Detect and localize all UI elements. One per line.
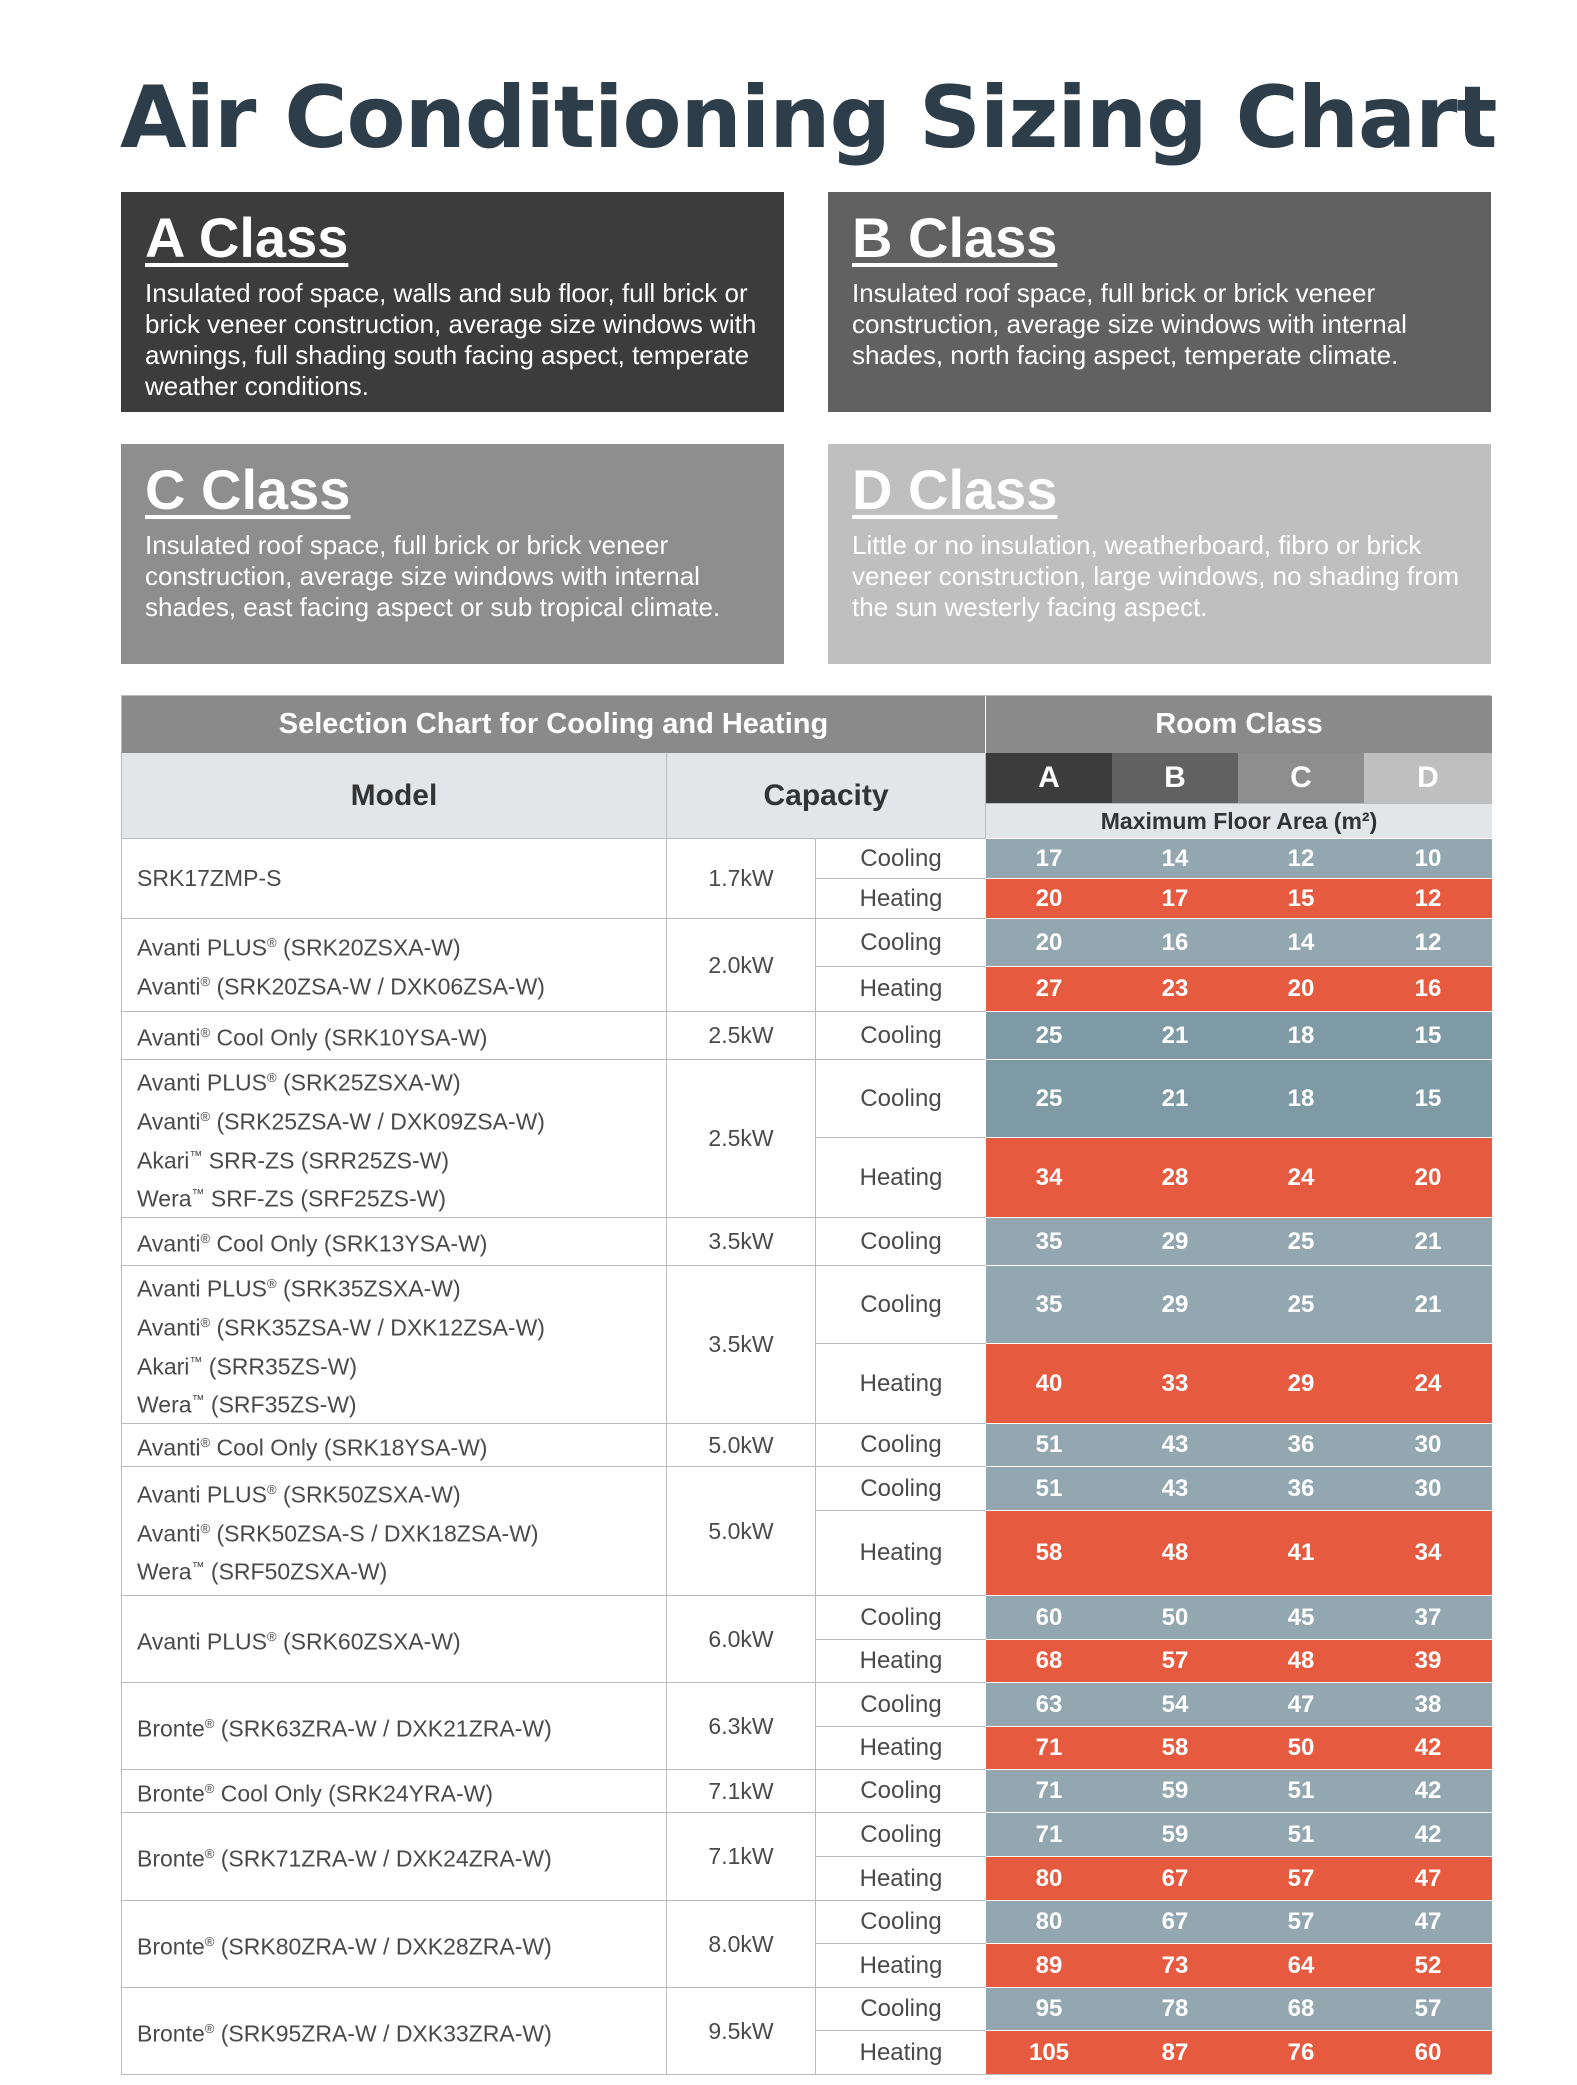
value-cell-d: 38: [1364, 1682, 1492, 1726]
value-cell-a: 80: [986, 1900, 1112, 1943]
value-cell-c: 18: [1238, 1059, 1364, 1137]
value-cell-d: 16: [1364, 966, 1492, 1011]
value-cell-c: 51: [1238, 1769, 1364, 1812]
capacity-cell: 5.0kW: [667, 1423, 816, 1466]
model-cell: [122, 1265, 667, 1423]
mode-cell: Cooling: [816, 1265, 986, 1343]
class-letter-c: C: [1238, 753, 1364, 803]
value-cell-b: 21: [1112, 1059, 1238, 1137]
value-cell-b: 50: [1112, 1595, 1238, 1639]
model-cell: [122, 1900, 667, 1987]
value-cell-d: 15: [1364, 1059, 1492, 1137]
value-cell-b: 21: [1112, 1011, 1238, 1059]
value-cell-a: 51: [986, 1423, 1112, 1466]
value-cell-d: 42: [1364, 1769, 1492, 1812]
model-name: Bronte® (SRK71ZRA-W / DXK24ZRA-W): [137, 1845, 552, 1872]
class-c-description: Insulated roof space, full brick or brick veneer construction, average size windows with internal shades, east facing aspect or sub tropical climate.: [145, 530, 721, 622]
model-name: Akari™ (SRR35ZS-W): [137, 1353, 358, 1380]
model-cell: [122, 838, 667, 918]
value-cell-b: 28: [1112, 1137, 1238, 1217]
class-c-title: C Class: [145, 458, 351, 521]
value-cell-b: 14: [1112, 838, 1238, 878]
value-cell-b: 29: [1112, 1217, 1238, 1265]
value-cell-b: 17: [1112, 878, 1238, 918]
mode-cell: Cooling: [816, 1900, 986, 1943]
value-cell-a: 17: [986, 838, 1112, 878]
capacity-cell: 6.3kW: [667, 1682, 816, 1769]
model-cell: [122, 1011, 667, 1059]
mode-cell: Cooling: [816, 1466, 986, 1510]
value-cell-c: 25: [1238, 1265, 1364, 1343]
model-name: Avanti® Cool Only (SRK18YSA-W): [137, 1434, 488, 1461]
value-cell-c: 25: [1238, 1217, 1364, 1265]
mode-cell: Heating: [816, 2030, 986, 2074]
value-cell-c: 57: [1238, 1900, 1364, 1943]
value-cell-b: 43: [1112, 1466, 1238, 1510]
selection-chart-table: [121, 695, 1491, 2075]
value-cell-c: 41: [1238, 1510, 1364, 1595]
value-cell-d: 47: [1364, 1900, 1492, 1943]
capacity-cell: 7.1kW: [667, 1812, 816, 1900]
value-cell-a: 71: [986, 1769, 1112, 1812]
model-cell: [122, 1769, 667, 1812]
value-cell-b: 57: [1112, 1639, 1238, 1682]
model-cell: [122, 1423, 667, 1466]
value-cell-d: 47: [1364, 1856, 1492, 1900]
value-cell-c: 45: [1238, 1595, 1364, 1639]
mode-cell: Heating: [816, 1856, 986, 1900]
value-cell-d: 20: [1364, 1137, 1492, 1217]
value-cell-c: 14: [1238, 918, 1364, 966]
value-cell-b: 59: [1112, 1769, 1238, 1812]
mode-cell: Cooling: [816, 1812, 986, 1856]
page-title: Air Conditioning Sizing Chart: [120, 68, 1497, 168]
model-name: Avanti® (SRK35ZSA-W / DXK12ZSA-W): [137, 1314, 545, 1341]
value-cell-a: 40: [986, 1343, 1112, 1423]
capacity-cell: 8.0kW: [667, 1900, 816, 1987]
value-cell-b: 58: [1112, 1726, 1238, 1769]
model-name: Avanti PLUS® (SRK20ZSXA-W): [137, 935, 461, 961]
model-cell: [122, 1059, 667, 1217]
capacity-cell: 3.5kW: [667, 1217, 816, 1265]
model-name: Avanti PLUS® (SRK60ZSXA-W): [137, 1628, 461, 1655]
capacity-cell: 9.5kW: [667, 1987, 816, 2074]
value-cell-c: 12: [1238, 838, 1364, 878]
value-cell-b: 43: [1112, 1423, 1238, 1466]
value-cell-d: 37: [1364, 1595, 1492, 1639]
value-cell-c: 47: [1238, 1682, 1364, 1726]
value-cell-a: 35: [986, 1217, 1112, 1265]
model-cell: [122, 1812, 667, 1900]
value-cell-b: 59: [1112, 1812, 1238, 1856]
value-cell-b: 29: [1112, 1265, 1238, 1343]
model-name: Avanti PLUS® (SRK35ZSXA-W): [137, 1275, 461, 1302]
class-a-box: [121, 192, 784, 412]
value-cell-c: 57: [1238, 1856, 1364, 1900]
value-cell-c: 15: [1238, 878, 1364, 918]
class-letter-d: D: [1364, 753, 1492, 803]
class-letter-a: A: [986, 753, 1112, 803]
value-cell-c: 18: [1238, 1011, 1364, 1059]
class-letter-b: B: [1112, 753, 1238, 803]
value-cell-c: 36: [1238, 1466, 1364, 1510]
model-cell: [122, 1682, 667, 1769]
value-cell-a: 20: [986, 918, 1112, 966]
value-cell-d: 15: [1364, 1011, 1492, 1059]
room-class-heading: Room Class: [986, 696, 1492, 753]
model-cell: [122, 1466, 667, 1595]
mode-cell: Cooling: [816, 1011, 986, 1059]
selection-chart-heading: Selection Chart for Cooling and Heating: [122, 696, 986, 753]
mode-cell: Heating: [816, 1343, 986, 1423]
value-cell-a: 95: [986, 1987, 1112, 2030]
value-cell-b: 78: [1112, 1987, 1238, 2030]
value-cell-c: 20: [1238, 966, 1364, 1011]
class-c-box: [121, 444, 784, 664]
class-d-description: Little or no insulation, weatherboard, fibro or brick veneer construction, large windows, no shading from the sun westerly facing aspect.: [852, 530, 1459, 622]
model-name: Avanti® (SRK25ZSA-W / DXK09ZSA-W): [137, 1108, 545, 1135]
capacity-cell: 7.1kW: [667, 1769, 816, 1812]
value-cell-b: 33: [1112, 1343, 1238, 1423]
value-cell-b: 16: [1112, 918, 1238, 966]
value-cell-a: 51: [986, 1466, 1112, 1510]
max-floor-area-header: Maximum Floor Area (m²): [986, 803, 1492, 838]
value-cell-a: 34: [986, 1137, 1112, 1217]
mode-cell: Cooling: [816, 1423, 986, 1466]
model-name: Wera™ SRF-ZS (SRF25ZS-W): [137, 1185, 447, 1212]
mode-cell: Heating: [816, 1943, 986, 1987]
class-d-box: [828, 444, 1491, 664]
value-cell-d: 57: [1364, 1987, 1492, 2030]
value-cell-b: 73: [1112, 1943, 1238, 1987]
model-name: Bronte® (SRK80ZRA-W / DXK28ZRA-W): [137, 1933, 552, 1960]
class-a-description: Insulated roof space, walls and sub floor, full brick or brick veneer construction, average size windows with awnings, full shading south facing aspect, temperate weather conditions.: [145, 278, 757, 401]
value-cell-a: 25: [986, 1059, 1112, 1137]
capacity-cell: 2.5kW: [667, 1011, 816, 1059]
value-cell-d: 52: [1364, 1943, 1492, 1987]
capacity-cell: 6.0kW: [667, 1595, 816, 1682]
value-cell-b: 67: [1112, 1856, 1238, 1900]
value-cell-d: 39: [1364, 1639, 1492, 1682]
model-name: Avanti® (SRK50ZSA-S / DXK18ZSA-W): [137, 1520, 539, 1547]
value-cell-c: 76: [1238, 2030, 1364, 2074]
class-d-title: D Class: [852, 458, 1058, 521]
model-name: Avanti PLUS® (SRK50ZSXA-W): [137, 1481, 461, 1508]
capacity-cell: 3.5kW: [667, 1265, 816, 1423]
model-name: Bronte® Cool Only (SRK24YRA-W): [137, 1780, 493, 1807]
mode-cell: Cooling: [816, 1987, 986, 2030]
value-cell-d: 21: [1364, 1217, 1492, 1265]
mode-cell: Heating: [816, 878, 986, 918]
value-cell-c: 48: [1238, 1639, 1364, 1682]
mode-cell: Heating: [816, 1510, 986, 1595]
model-name: Akari™ SRR-ZS (SRR25ZS-W): [137, 1147, 450, 1174]
value-cell-b: 48: [1112, 1510, 1238, 1595]
value-cell-a: 20: [986, 878, 1112, 918]
mode-cell: Heating: [816, 1137, 986, 1217]
value-cell-b: 54: [1112, 1682, 1238, 1726]
value-cell-b: 67: [1112, 1900, 1238, 1943]
model-name: Avanti® (SRK20ZSA-W / DXK06ZSA-W): [137, 973, 545, 1000]
class-b-title: B Class: [852, 206, 1058, 269]
class-b-box: [828, 192, 1491, 412]
value-cell-c: 68: [1238, 1987, 1364, 2030]
value-cell-c: 24: [1238, 1137, 1364, 1217]
mode-cell: Cooling: [816, 1217, 986, 1265]
value-cell-d: 21: [1364, 1265, 1492, 1343]
model-name: Avanti® Cool Only (SRK10YSA-W): [137, 1024, 488, 1051]
value-cell-b: 87: [1112, 2030, 1238, 2074]
capacity-cell: 5.0kW: [667, 1466, 816, 1595]
value-cell-d: 60: [1364, 2030, 1492, 2074]
model-name: Wera™ (SRF35ZS-W): [137, 1391, 357, 1418]
value-cell-b: 23: [1112, 966, 1238, 1011]
value-cell-d: 24: [1364, 1343, 1492, 1423]
class-a-title: A Class: [145, 206, 349, 269]
value-cell-a: 35: [986, 1265, 1112, 1343]
model-cell: [122, 1595, 667, 1682]
value-cell-c: 50: [1238, 1726, 1364, 1769]
value-cell-a: 71: [986, 1726, 1112, 1769]
value-cell-c: 29: [1238, 1343, 1364, 1423]
value-cell-a: 63: [986, 1682, 1112, 1726]
value-cell-a: 68: [986, 1639, 1112, 1682]
capacity-column-header: Capacity: [667, 753, 986, 838]
model-name: Bronte® (SRK95ZRA-W / DXK33ZRA-W): [137, 2020, 552, 2047]
model-cell: [122, 1217, 667, 1265]
value-cell-a: 27: [986, 966, 1112, 1011]
mode-cell: Heating: [816, 1726, 986, 1769]
model-name: Avanti PLUS® (SRK25ZSXA-W): [137, 1069, 461, 1096]
mode-cell: Heating: [816, 966, 986, 1011]
value-cell-a: 105: [986, 2030, 1112, 2074]
value-cell-d: 30: [1364, 1423, 1492, 1466]
model-name: Bronte® (SRK63ZRA-W / DXK21ZRA-W): [137, 1715, 552, 1742]
capacity-cell: 2.0kW: [667, 918, 816, 1011]
class-b-description: Insulated roof space, full brick or brick veneer construction, average size windows with internal shades, north facing aspect, temperate climate.: [852, 278, 1407, 370]
value-cell-a: 60: [986, 1595, 1112, 1639]
mode-cell: Cooling: [816, 1769, 986, 1812]
value-cell-a: 58: [986, 1510, 1112, 1595]
mode-cell: Cooling: [816, 1682, 986, 1726]
value-cell-d: 42: [1364, 1812, 1492, 1856]
value-cell-d: 12: [1364, 918, 1492, 966]
mode-cell: Cooling: [816, 1059, 986, 1137]
model-cell: [122, 918, 667, 1011]
model-column-header: Model: [122, 753, 667, 838]
model-name: Wera™ (SRF50ZSXA-W): [137, 1558, 388, 1585]
value-cell-a: 25: [986, 1011, 1112, 1059]
model-cell: [122, 1987, 667, 2074]
value-cell-d: 30: [1364, 1466, 1492, 1510]
value-cell-a: 80: [986, 1856, 1112, 1900]
capacity-cell: 1.7kW: [667, 838, 816, 918]
mode-cell: Cooling: [816, 1595, 986, 1639]
value-cell-c: 51: [1238, 1812, 1364, 1856]
value-cell-d: 34: [1364, 1510, 1492, 1595]
model-name: SRK17ZMP-S: [137, 865, 282, 891]
value-cell-d: 10: [1364, 838, 1492, 878]
value-cell-d: 12: [1364, 878, 1492, 918]
mode-cell: Heating: [816, 1639, 986, 1682]
capacity-cell: 2.5kW: [667, 1059, 816, 1217]
mode-cell: Cooling: [816, 838, 986, 878]
value-cell-c: 64: [1238, 1943, 1364, 1987]
value-cell-c: 36: [1238, 1423, 1364, 1466]
value-cell-a: 71: [986, 1812, 1112, 1856]
value-cell-d: 42: [1364, 1726, 1492, 1769]
model-name: Avanti® Cool Only (SRK13YSA-W): [137, 1230, 488, 1257]
mode-cell: Cooling: [816, 918, 986, 966]
value-cell-a: 89: [986, 1943, 1112, 1987]
